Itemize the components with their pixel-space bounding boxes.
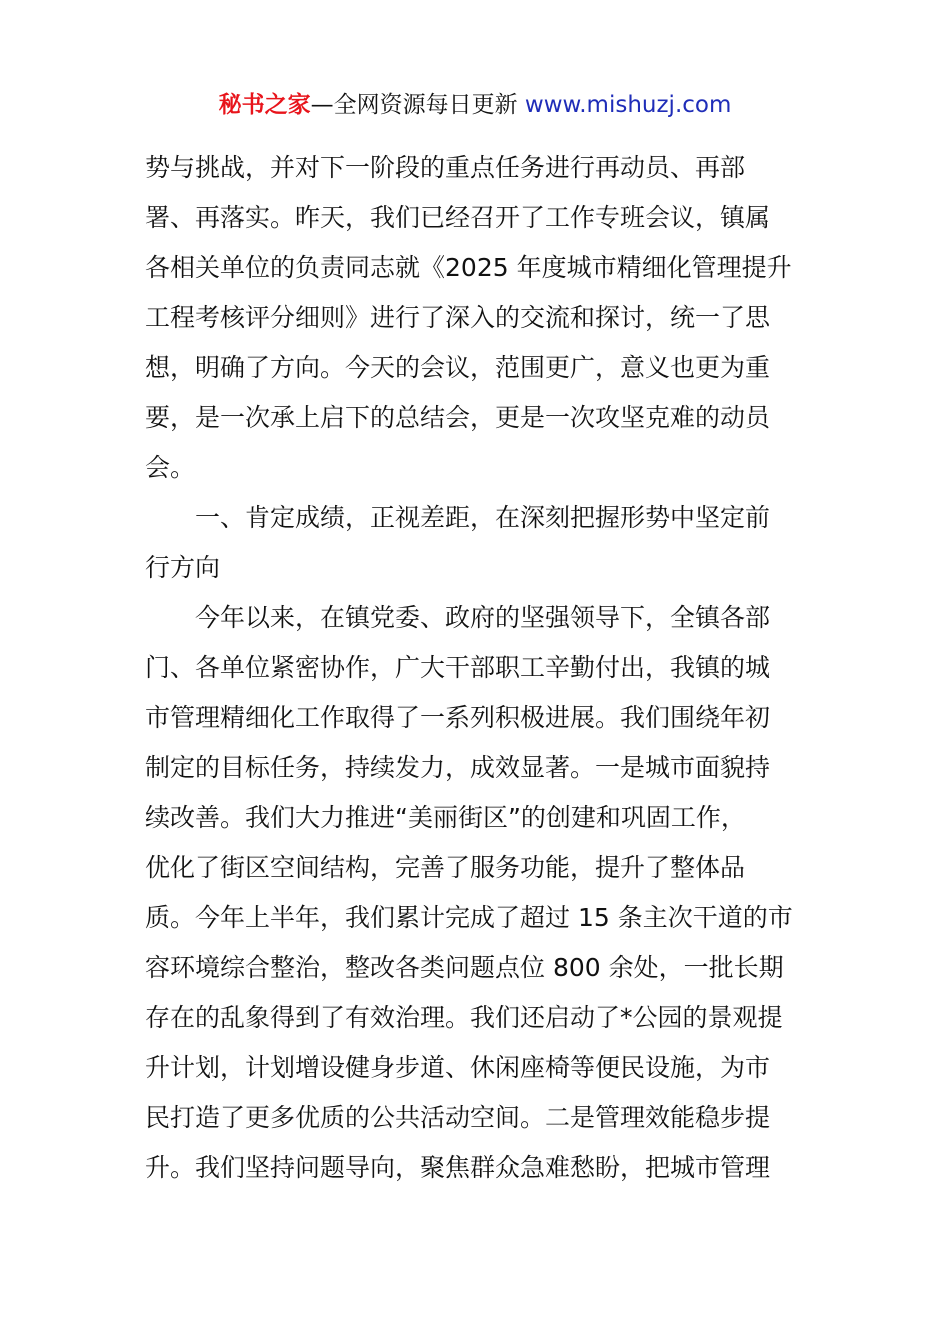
text-line: 升计划，计划增设健身步道、休闲座椅等便民设施，为市 bbox=[145, 1053, 771, 1082]
document-body bbox=[145, 143, 805, 1193]
text-line: 升。我们坚持问题导向，聚焦群众急难愁盼，把城市管理 bbox=[145, 1153, 771, 1182]
text-line: 一、肯定成绩，正视差距，在深刻把握形势中坚定前 bbox=[195, 503, 771, 532]
header-dash: — bbox=[310, 92, 334, 118]
text-line: 想，明确了方向。今天的会议，范围更广，意义也更为重 bbox=[145, 353, 771, 382]
text-line: 容环境综合整治，整改各类问题点位 800 余处，一批长期 bbox=[145, 953, 784, 982]
paragraph-1 bbox=[145, 143, 805, 493]
site-tagline: 全网资源每日更新 bbox=[333, 92, 518, 118]
site-header bbox=[0, 88, 950, 122]
text-line: 质。今年上半年，我们累计完成了超过 15 条主次干道的市 bbox=[145, 903, 793, 932]
text-line: 民打造了更多优质的公共活动空间。二是管理效能稳步提 bbox=[145, 1103, 771, 1132]
site-name: 秘书之家 bbox=[218, 92, 311, 118]
text-line: 行方向 bbox=[145, 553, 221, 582]
text-line: 各相关单位的负责同志就《2025 年度城市精细化管理提升 bbox=[145, 253, 792, 282]
text-line: 续改善。我们大力推进“美丽街区”的创建和巩固工作， bbox=[145, 803, 746, 832]
paragraph-2 bbox=[145, 593, 805, 1193]
section-heading-1 bbox=[145, 493, 805, 593]
text-line: 势与挑战，并对下一阶段的重点任务进行再动员、再部 bbox=[145, 153, 746, 182]
text-line: 市管理精细化工作取得了一系列积极进展。我们围绕年初 bbox=[145, 703, 771, 732]
text-line: 门、各单位紧密协作，广大干部职工辛勤付出，我镇的城 bbox=[145, 653, 771, 682]
site-url-link[interactable]: www.mishuzj.com bbox=[524, 92, 732, 118]
text-line: 署、再落实。昨天，我们已经召开了工作专班会议，镇属 bbox=[145, 203, 771, 232]
text-line: 要，是一次承上启下的总结会，更是一次攻坚克难的动员 bbox=[145, 403, 771, 432]
text-line: 工程考核评分细则》进行了深入的交流和探讨，统一了思 bbox=[145, 303, 771, 332]
text-line: 存在的乱象得到了有效治理。我们还启动了*公园的景观提 bbox=[145, 1003, 783, 1032]
text-line: 优化了街区空间结构，完善了服务功能，提升了整体品 bbox=[145, 853, 746, 882]
text-line: 会。 bbox=[145, 453, 196, 482]
text-line: 制定的目标任务，持续发力，成效显著。一是城市面貌持 bbox=[145, 753, 771, 782]
text-line: 今年以来，在镇党委、政府的坚强领导下，全镇各部 bbox=[195, 603, 771, 632]
